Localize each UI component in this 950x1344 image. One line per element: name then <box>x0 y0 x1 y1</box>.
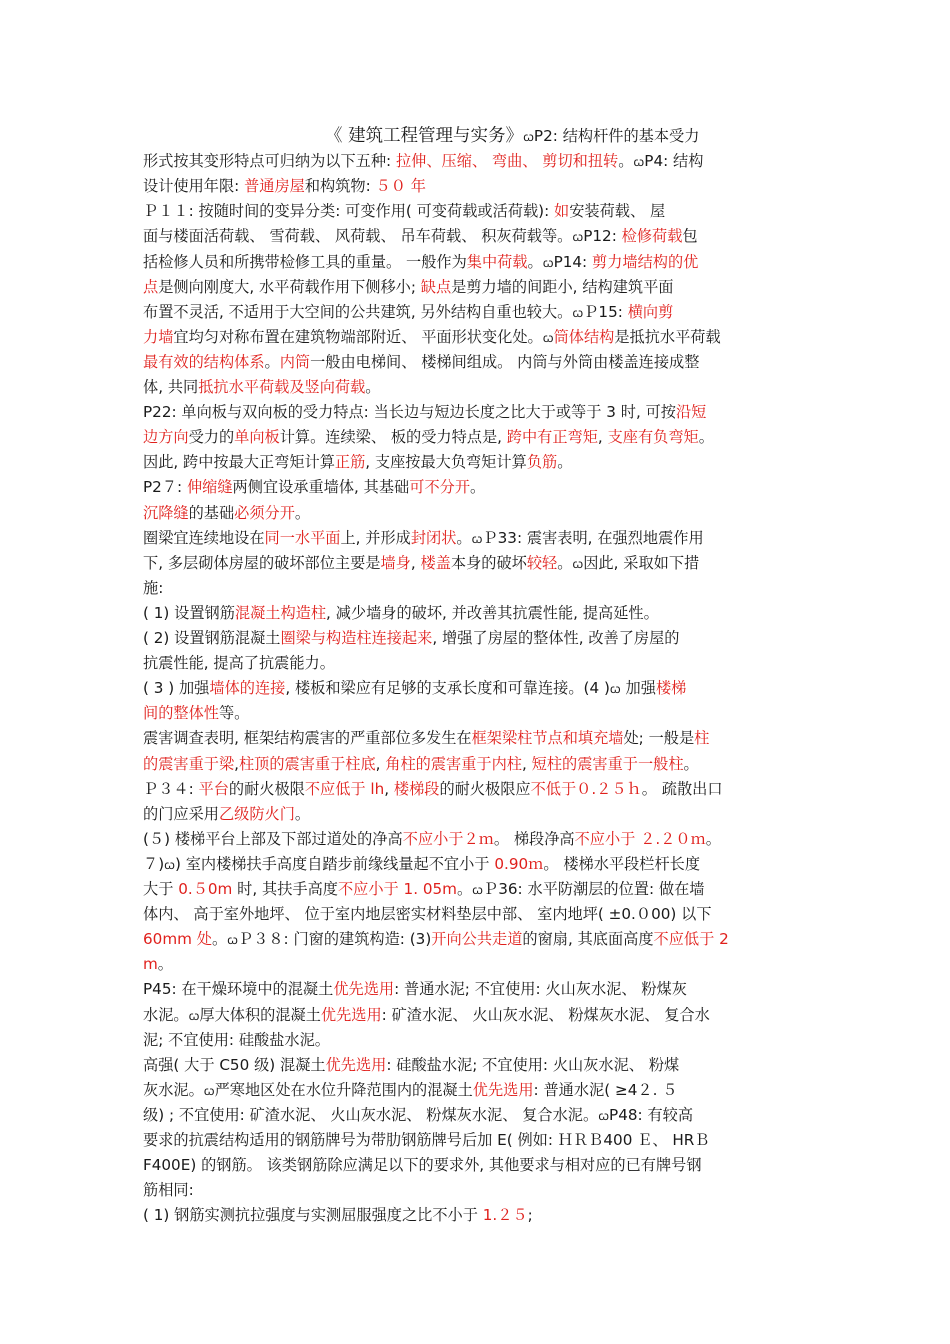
text-segment: 厚大体积的混凝土 <box>199 1006 321 1024</box>
text-segment: 大于 <box>143 880 179 898</box>
highlighted-text: 普通房屋 <box>244 177 305 195</box>
highlighted-text: 不低于０.２５ｈ <box>530 780 642 798</box>
text-segment: Ｐ３４: <box>143 780 199 798</box>
highlighted-text: 单向板 <box>234 428 280 446</box>
text-line <box>143 927 729 951</box>
text-segment: 一般由电梯间、 楼梯间组成。 内筒与外筒由楼盖连接成整 <box>310 353 700 371</box>
highlighted-text: 伸缩缝 <box>186 478 233 496</box>
text-segment: 宜均匀对称布置在建筑物端部附近、 平面形状变化处。 <box>173 328 543 346</box>
paragraph-mark-icon: ꞷ <box>203 1084 215 1098</box>
paragraph-mark-icon: ꞷ <box>542 331 554 345</box>
paragraph-mark-icon: ꞷ <box>609 682 621 696</box>
paragraph-mark-icon: ꞷ <box>633 155 645 169</box>
text-segment: (５) 楼梯平台上部及下部过道处的净高 <box>143 830 403 848</box>
text-segment: ７) <box>143 855 165 873</box>
highlighted-text: 楼梯 <box>655 679 687 697</box>
text-line <box>143 651 335 675</box>
highlighted-text: m <box>143 955 158 973</box>
text-segment: ( 2) 设置钢筋混凝土 <box>143 629 281 647</box>
text-segment: 等。 <box>218 704 250 722</box>
text-segment: 计算。连续梁、 板的受力特点是, <box>279 428 507 446</box>
paragraph-mark-icon: ꞷ <box>572 557 584 571</box>
text-segment: 时, 其扶手高度 <box>232 880 338 898</box>
text-segment: : 普通水泥; 不宜使用: 火山灰水泥、 粉煤灰 <box>394 980 687 998</box>
text-segment: 筋相同: <box>143 1181 194 1199</box>
highlighted-text: 筒体结构 <box>553 328 615 346</box>
paragraph-mark-icon: ꞷ <box>227 933 238 947</box>
text-line <box>143 752 699 776</box>
paragraph-mark-icon: ꞷ <box>542 256 554 270</box>
text-line <box>143 526 704 550</box>
paragraph-mark-icon: ꞷ <box>572 230 584 244</box>
text-segment: P4: 结构 <box>644 152 704 170</box>
text-segment: 。 <box>470 478 486 496</box>
highlighted-text: 优先选用 <box>325 1056 387 1074</box>
text-segment: 。 疏散出口 <box>641 780 723 798</box>
paragraph-mark-icon: ꞷ <box>164 858 175 872</box>
highlighted-text: 圈梁与构造柱连接起来 <box>280 629 433 647</box>
text-line <box>143 1178 194 1202</box>
highlighted-text: 平台 <box>198 780 229 798</box>
text-segment: 水泥。 <box>143 1006 189 1024</box>
text-segment: : 硅酸盐水泥; 不宜使用: 火山灰水泥、 粉煤 <box>386 1056 680 1074</box>
text-line <box>143 551 699 575</box>
text-segment: 。 <box>456 880 473 898</box>
highlighted-text: 点 <box>143 278 159 296</box>
highlighted-text: 楼梯段 <box>393 780 440 798</box>
text-line <box>143 450 572 474</box>
highlighted-text: 正筋 <box>334 453 366 471</box>
text-segment: 抗震性能, 提高了抗震能力。 <box>143 654 335 672</box>
text-segment: ( 1) 钢筋实测抗拉强度与实测屈服强度之比不小于 <box>143 1206 483 1224</box>
text-line <box>143 726 709 750</box>
highlighted-text: 柱 <box>694 729 710 747</box>
text-segment: 的基础 <box>188 504 235 522</box>
text-segment: : 普通水泥( ≥4２. ５ <box>533 1081 678 1099</box>
text-line <box>143 877 705 901</box>
text-segment: 两侧宜设承重墙体, 其基础 <box>232 478 410 496</box>
highlighted-text: 支座有负弯矩 <box>607 428 699 446</box>
text-segment: , <box>375 755 386 773</box>
text-segment: 布置不灵活, 不适用于大空间的公共建筑, 另外结构自重也较大。 <box>143 303 573 321</box>
text-segment: 和构筑物: <box>304 177 376 195</box>
highlighted-text: 内筒 <box>279 353 311 371</box>
highlighted-text: 可不分开 <box>409 478 470 496</box>
text-segment: 处; 一般是 <box>623 729 695 747</box>
text-segment: 设计使用年限: <box>143 177 245 195</box>
text-line <box>143 601 659 625</box>
text-segment: 。 <box>698 428 714 446</box>
text-line <box>143 777 723 801</box>
text-segment: 是抵抗水平荷载 <box>614 328 721 346</box>
text-line <box>143 174 426 198</box>
highlighted-text: 力墙 <box>143 328 174 346</box>
text-segment: Ｐ１１: 按随时间的变异分类: 可变作用( 可变荷载或活荷载): <box>143 202 555 220</box>
text-segment: ( 3 ) 加强 <box>143 679 210 697</box>
text-line <box>143 701 249 725</box>
text-segment: P22: 单向板与双向板的受力特点: 当长边与短边长度之比大于或等于 3 时, 可按 <box>143 403 676 421</box>
text-segment: 加强 <box>620 679 656 697</box>
text-segment: , <box>521 755 532 773</box>
paragraph-mark-icon: ꞷ <box>472 883 484 897</box>
text-segment: 。 <box>683 755 699 773</box>
text-segment: 包 <box>682 227 698 245</box>
highlighted-text: 沿短 <box>675 403 707 421</box>
text-line <box>143 1128 710 1152</box>
highlighted-text: 集中荷载 <box>466 253 528 271</box>
highlighted-text: 负筋 <box>526 453 558 471</box>
text-line <box>143 1203 533 1227</box>
text-segment: Ｐ15: <box>583 303 628 321</box>
text-line <box>143 852 700 876</box>
text-segment: 严寒地区处在水位升降范围内的混凝土 <box>214 1081 473 1099</box>
paragraph-mark-icon: ꞷ <box>598 1109 610 1123</box>
highlighted-text: 1.２５ <box>482 1206 528 1224</box>
text-segment: , 增强了房屋的整体性, 改善了房屋的 <box>432 629 680 647</box>
text-segment: 的门应采用 <box>143 805 219 823</box>
text-segment: 。 <box>557 554 573 572</box>
highlighted-text: 开向公共走道 <box>431 930 523 948</box>
highlighted-text: 封闭状 <box>410 529 457 547</box>
text-segment: P45: 在干燥环境中的混凝土 <box>143 980 334 998</box>
highlighted-text: 缺点 <box>420 278 452 296</box>
highlighted-text: 必须分开 <box>234 504 295 522</box>
text-segment: , <box>234 755 239 773</box>
highlighted-text: 抵抗水平荷载及竖向荷载 <box>198 378 366 396</box>
text-segment: 是剪力墙的间距小, 结构建筑平面 <box>451 278 674 296</box>
highlighted-text: 混凝土构造柱 <box>234 604 327 622</box>
text-segment: 因此, 采取如下措 <box>583 554 700 572</box>
text-line <box>143 1053 679 1077</box>
highlighted-text: 最有效的结构体系 <box>143 353 265 371</box>
text-segment: ; <box>527 1206 533 1224</box>
highlighted-text: 墙体的连接 <box>209 679 286 697</box>
text-segment: 。 <box>557 453 573 471</box>
text-line <box>143 300 673 324</box>
highlighted-text: ５０ 年 <box>375 177 426 195</box>
highlighted-text: 沉降缝 <box>143 504 189 522</box>
text-segment: P48: 有较高 <box>609 1106 694 1124</box>
highlighted-text: 墙身 <box>380 554 411 572</box>
text-line <box>143 224 698 248</box>
text-segment: 泥; 不宜使用: 硅酸盐水泥。 <box>143 1031 330 1049</box>
text-segment: , 减少墙身的破坏, 并改善其抗震性能, 提高延性。 <box>326 604 659 622</box>
text-segment: 形式按其变形特点可归纳为以下五种: <box>143 152 396 170</box>
text-segment: Ｐ33: 震害表明, 在强烈地震作用 <box>482 529 704 547</box>
text-line <box>325 124 699 148</box>
text-line <box>143 475 485 499</box>
text-line <box>143 149 703 173</box>
text-segment: 。 <box>264 353 280 371</box>
text-segment: , 支座按最大负弯矩计算 <box>365 453 527 471</box>
highlighted-text: 0.５0m <box>178 880 233 898</box>
text-segment: P12: <box>583 227 622 245</box>
text-segment: 施: <box>143 579 164 597</box>
text-segment: 级) ; 不宜使用: 矿渣水泥、 火山灰水泥、 粉煤灰水泥、 复合水泥。 <box>143 1106 599 1124</box>
text-line <box>143 275 673 299</box>
text-segment: , <box>410 554 421 572</box>
text-line <box>143 1153 702 1177</box>
text-line <box>143 375 380 399</box>
text-line <box>143 977 687 1001</box>
text-segment: 。 <box>527 253 543 271</box>
text-segment: 的耐火极限 <box>228 780 305 798</box>
text-segment: 括检修人员和所携带检修工具的重量。 一般作为 <box>143 253 467 271</box>
text-line <box>143 1103 693 1127</box>
text-segment: , <box>384 780 394 798</box>
text-segment: 要求的抗震结构适用的钢筋牌号为带肋钢筋牌号后加 E( 例如: ＨＲＢ400 Ｅ、 HRＢ <box>143 1131 710 1149</box>
text-segment: 本身的破坏 <box>450 554 527 572</box>
highlighted-text: 不应低于 lh <box>304 780 385 798</box>
text-segment: 《 建筑工程管理与实务》 <box>325 126 524 146</box>
highlighted-text: 横向剪 <box>627 303 674 321</box>
highlighted-text: 短柱的震害重于一般柱 <box>531 755 684 773</box>
text-line <box>143 952 173 976</box>
text-segment: 。 <box>294 504 311 522</box>
text-segment: 安装荷载、 屋 <box>569 202 666 220</box>
text-segment: 圈梁宜连续地设在 <box>143 529 265 547</box>
text-line <box>143 676 686 700</box>
highlighted-text: 检修荷载 <box>621 227 683 245</box>
text-segment: , 楼板和梁应有足够的支承长度和可靠连接。(4 ) <box>285 679 610 697</box>
text-segment: 。 <box>705 830 721 848</box>
text-line <box>143 802 310 826</box>
highlighted-text: 如 <box>554 202 570 220</box>
highlighted-text: 不应小于２ｍ <box>402 830 494 848</box>
paragraph-mark-icon: ꞷ <box>572 306 584 320</box>
highlighted-text: 优先选用 <box>472 1081 534 1099</box>
highlighted-text: 60mm 处 <box>143 930 212 948</box>
text-segment: ) 室内楼梯扶手高度自踏步前缘线量起不宜小于 <box>174 855 495 873</box>
text-segment: 因此, 跨中按最大正弯矩计算 <box>143 453 335 471</box>
text-segment: 体, 共同 <box>143 378 199 396</box>
text-segment: F400E) 的钢筋。 该类钢筋除应满足以下的要求外, 其他要求与相对应的已有牌号钢 <box>143 1156 702 1174</box>
text-segment: 的耐火极限应 <box>439 780 531 798</box>
highlighted-text: 优先选用 <box>333 980 395 998</box>
text-line <box>143 902 712 926</box>
text-segment: P2: 结构杆件的基本受力 <box>533 127 700 145</box>
highlighted-text: 优先选用 <box>320 1006 382 1024</box>
text-segment: 。 <box>618 152 634 170</box>
highlighted-text: 乙级防火门 <box>218 805 295 823</box>
paragraph-mark-icon: ꞷ <box>188 1009 200 1023</box>
highlighted-text: 不应小于 ２.２０ｍ <box>574 830 706 848</box>
text-segment: 下, 多层砌体房屋的破坏部位主要是 <box>143 554 381 572</box>
highlighted-text: 柱顶的震害重于柱底 <box>238 755 376 773</box>
highlighted-text: 较轻 <box>526 554 558 572</box>
highlighted-text: 楼盖 <box>420 554 451 572</box>
text-line <box>143 626 679 650</box>
highlighted-text: 不应低于 2 <box>653 930 729 948</box>
text-segment: ( 1) 设置钢筋 <box>143 604 235 622</box>
text-segment: 的窗扇, 其底面高度 <box>522 930 654 948</box>
text-line <box>143 199 665 223</box>
highlighted-text: 剪力墙结构的优 <box>592 253 699 271</box>
text-segment: 灰水泥。 <box>143 1081 204 1099</box>
text-line <box>143 250 698 274</box>
text-segment: 上, 并形成 <box>340 529 411 547</box>
text-line <box>143 576 163 600</box>
text-segment: 。 <box>211 930 228 948</box>
text-segment: 。 <box>294 805 311 823</box>
text-segment: Ｐ36: 水平防潮层的位置: 做在墙 <box>483 880 705 898</box>
text-segment: 面与楼面活荷载、 雪荷载、 风荷载、 吊车荷载、 积灰荷载等。 <box>143 227 573 245</box>
text-segment: 高强( 大于 C50 级) 混凝土 <box>143 1056 326 1074</box>
text-line <box>143 501 310 525</box>
text-line <box>143 1003 710 1027</box>
highlighted-text: 边方向 <box>143 428 189 446</box>
highlighted-text: 的震害重于梁 <box>143 755 235 773</box>
text-segment: 是侧向刚度大, 水平荷载作用下侧移小; <box>158 278 421 296</box>
text-line <box>143 1028 330 1052</box>
paragraph-mark-icon: ꞷ <box>523 130 534 144</box>
highlighted-text: 框架梁柱节点和填充墙 <box>471 729 624 747</box>
text-segment: 。 梯段净高 <box>493 830 575 848</box>
text-segment: 。 楼梯水平段栏杆长度 <box>543 855 701 873</box>
text-line <box>143 827 721 851</box>
text-segment: 受力的 <box>188 428 235 446</box>
text-line <box>143 400 706 424</box>
highlighted-text: 跨中有正弯矩 <box>506 428 598 446</box>
text-segment: 。 <box>456 529 472 547</box>
text-line <box>143 425 714 449</box>
text-line <box>143 325 721 349</box>
text-segment: , <box>597 428 608 446</box>
highlighted-text: 0.90ｍ <box>494 855 544 873</box>
text-segment: 体内、 高于室外地坪、 位于室内地层密实材料垫层中部、 室内地坪( ±0.０00) 以下 <box>143 905 712 923</box>
highlighted-text: 同一水平面 <box>264 529 341 547</box>
text-line <box>143 350 699 374</box>
text-segment: P2７: <box>143 478 187 496</box>
text-segment: 。 <box>157 955 173 973</box>
text-segment: 震害调查表明, 框架结构震害的严重部位多发生在 <box>143 729 472 747</box>
text-segment: 。 <box>365 378 381 396</box>
highlighted-text: 角柱的震害重于内柱 <box>385 755 522 773</box>
text-line <box>143 1078 677 1102</box>
text-segment: : 矿渣水泥、 火山灰水泥、 粉煤灰水泥、 复合水 <box>381 1006 710 1024</box>
text-segment: P14: <box>553 253 592 271</box>
highlighted-text: 拉伸、压缩、 弯曲、 剪切和扭转 <box>395 152 619 170</box>
highlighted-text: 不应小于 1. 05m <box>337 880 457 898</box>
highlighted-text: 间的整体性 <box>143 704 219 722</box>
paragraph-mark-icon: ꞷ <box>471 532 483 546</box>
text-segment: Ｐ３８: 门窗的建筑构造: (3) <box>237 930 432 948</box>
